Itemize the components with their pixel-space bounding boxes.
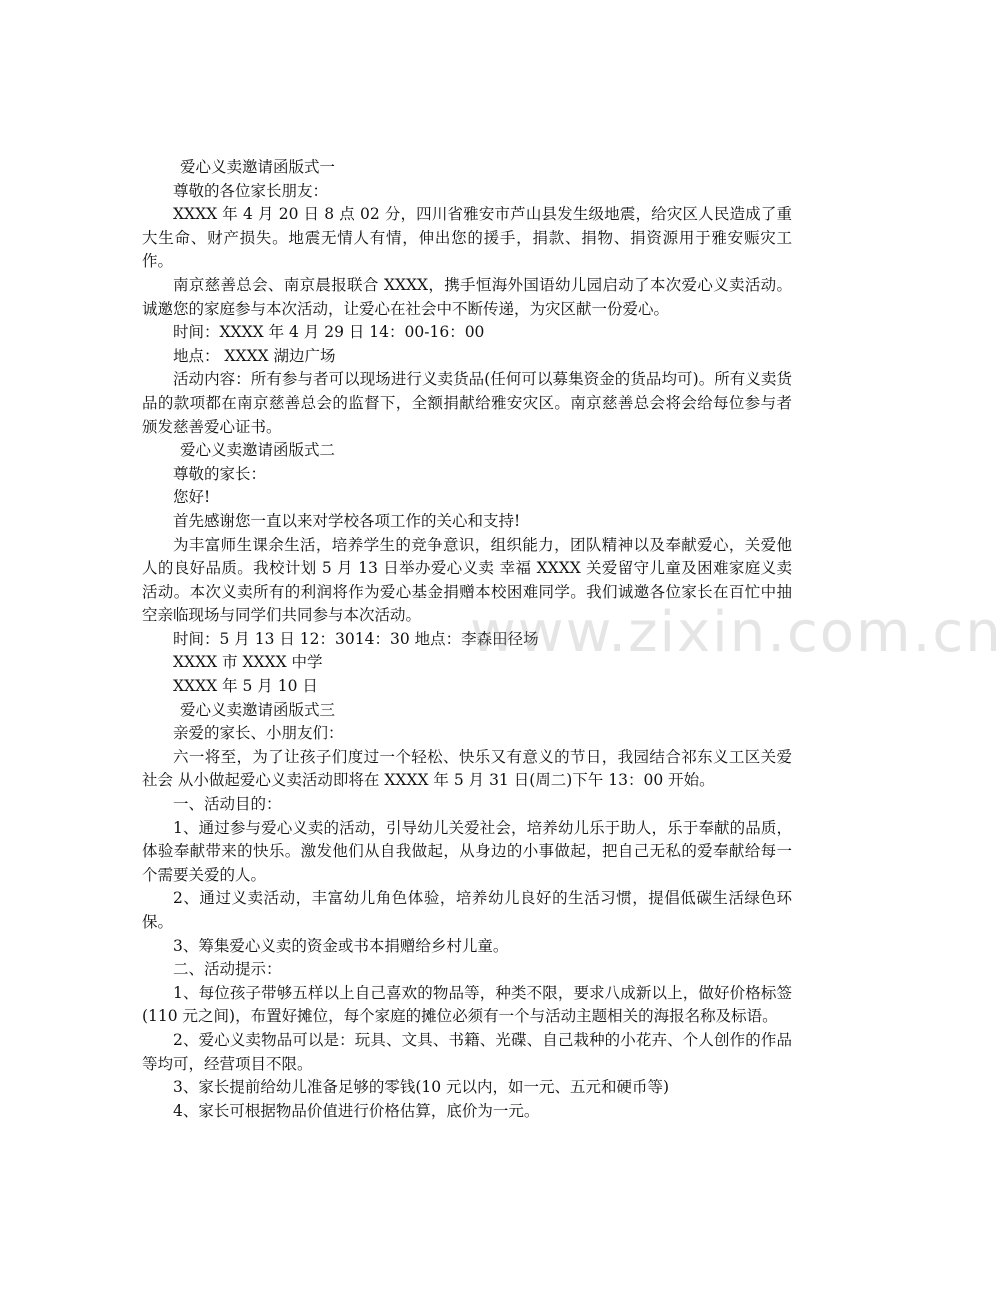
paragraph: 4、家长可根据物品价值进行价格估算，底价为一元。 xyxy=(173,1101,540,1120)
paragraph: XXXX 年 4 月 20 日 8 点 02 分，四川省雅安市芦山县发生级地震，给灾区人民造成了重大生命、财产损失。地震无情人有情，伸出您的援手，捐款、捐物、捐资源用于雅安赈灾工作。 xyxy=(142,205,792,271)
paragraph: 地点： XXXX 湖边广场 xyxy=(173,346,336,365)
paragraph: 尊敬的各位家长朋友： xyxy=(173,181,329,200)
section-title: 爱心义卖邀请函版式三 xyxy=(180,700,336,719)
paragraph: 您好! xyxy=(173,488,211,507)
paragraph: 2、爱心义卖物品可以是：玩具、文具、书籍、光碟、自己栽种的小花卉、个人创作的作品等均可，经营项目不限。 xyxy=(142,1030,792,1073)
paragraph: 3、筹集爱心义卖的资金或书本捐赠给乡村儿童。 xyxy=(173,936,509,955)
watermark: www.zixin.com.cn xyxy=(470,600,1003,665)
paragraph: 六一将至，为了让孩子们度过一个轻松、快乐又有意义的节日，我园结合祁东义工区关爱社会 从小做起爱心义卖活动即将在 XXXX 年 5 月 31 日(周二)下午 13：00 开始。 xyxy=(142,747,792,790)
paragraph: 尊敬的家长： xyxy=(173,464,267,483)
section-title: 爱心义卖邀请函版式一 xyxy=(180,158,336,176)
paragraph: 时间：5 月 13 日 12：3014：30 地点：李森田径场 xyxy=(173,629,539,648)
paragraph: 亲爱的家长、小朋友们： xyxy=(173,724,344,743)
document-body xyxy=(142,156,792,1123)
paragraph: 3、家长提前给幼儿准备足够的零钱(10 元以内，如一元、五元和硬币等) xyxy=(173,1078,670,1097)
section-title: 爱心义卖邀请函版式二 xyxy=(180,441,336,460)
paragraph: 1、每位孩子带够五样以上自己喜欢的物品等，种类不限，要求八成新以上，做好价格标签(110 元之间)，布置好摊位，每个家庭的摊位必须有一个与活动主题相关的海报名称及标语。 xyxy=(142,983,792,1026)
paragraph: XXXX 市 XXXX 中学 xyxy=(173,653,323,672)
paragraph: 二、活动提示： xyxy=(173,960,282,979)
paragraph: 时间：XXXX 年 4 月 29 日 14：00-16：00 xyxy=(173,323,485,342)
paragraph: 一、活动目的： xyxy=(173,795,282,814)
paragraph: 首先感谢您一直以来对学校各项工作的关心和支持! xyxy=(173,511,521,530)
paragraph: XXXX 年 5 月 10 日 xyxy=(173,677,318,696)
paragraph: 活动内容：所有参与者可以现场进行义卖货品(任何可以募集资金的货品均可)。所有义卖货品的款项都在南京慈善总会的监督下，全额捐献给雅安灾区。南京慈善总会将会给每位参与者颁发慈善爱心证书。 xyxy=(142,370,792,436)
paragraph: 1、通过参与爱心义卖的活动，引导幼儿关爱社会，培养幼儿乐于助人，乐于奉献的品质，体验奉献带来的快乐。激发他们从自我做起，从身边的小事做起，把自己无私的爱奉献给每一个需要关爱的人。 xyxy=(142,818,792,884)
paragraph: 2、通过义卖活动，丰富幼儿角色体验，培养幼儿良好的生活习惯，提倡低碳生活绿色环保。 xyxy=(142,889,792,931)
paragraph: 为丰富师生课余生活，培养学生的竞争意识，组织能力，团队精神以及奉献爱心，关爱他人的良好品质。我校计划 5 月 13 日举办爱心义卖 幸福 XXXX 关爱留守儿童及困难家庭义卖活动。本次义卖所有的利润将作为爱心基金捐赠本校困难同学。我们诚邀各位家长在百忙中抽空亲临现场与同学们共同参与本次活动。 xyxy=(142,535,792,625)
paragraph: 南京慈善总会、南京晨报联合 XXXX，携手恒海外国语幼儿园启动了本次爱心义卖活动。诚邀您的家庭参与本次活动，让爱心在社会中不断传递，为灾区献一份爱心。 xyxy=(142,275,792,318)
